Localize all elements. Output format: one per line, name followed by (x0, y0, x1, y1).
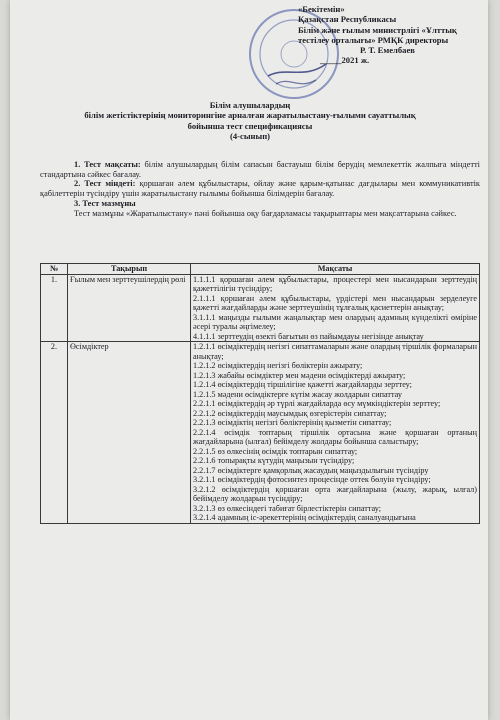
row-number: 1. (41, 274, 68, 342)
approval-date: _____2021 ж. (320, 55, 370, 66)
title-line-1: Білім алушылардың (209, 100, 291, 110)
row-topic: Ғылым мен зерттеушілердің рөлі (68, 274, 191, 342)
row-objectives (191, 274, 480, 342)
objective-item: 1.2.1.2 өсімдіктердің негізгі бөліктерін ажырату; (193, 361, 363, 370)
approval-ministry: Білім және ғылым министрлігі «Ұлттық (298, 24, 457, 35)
objective-item: 3.2.1.3 өз өлкесіндегі табиғат бірлестіктерін сипаттау; (193, 503, 382, 513)
objective-item: 2.1.1.1 қоршаған әлем құбылыстары, үрдістері мен нысандарын зерделеуге қажетті жағдайларды және зерттеушінің тұлғалық қасиеттерін анықтау; (193, 293, 477, 312)
section-3-text: Тест мазмұны «Жаратылыстану» пәні бойынша оқу бағдарламасы тақырыптары мен мақсаттарына сәйкес. (74, 208, 457, 218)
document-body (40, 160, 480, 218)
title-line-2: білім жетістіктерінің мониторингіне арналған жаратылыстану-ғылыми сауаттылық (84, 110, 416, 121)
approval-position: тестілеу орталығы» РМҚК директоры (298, 34, 449, 45)
section-test-content (40, 199, 480, 209)
document-title (40, 100, 460, 142)
row-objectives (191, 342, 480, 524)
section-1-label: 1. Тест мақсаты: (74, 160, 141, 169)
objective-item: 1.2.1.4 өсімдіктердің тіршілігіне қажетті жағдайларды зерттеу; (193, 380, 412, 389)
objective-item: 2.2.1.5 өз өлкесінің өсімдік топтарын сипаттау; (193, 446, 358, 456)
objective-item: 4.1.1.1 зерттеудің өзекті бағытын өз пайымдауы негізінде анықтау (193, 331, 424, 341)
objective-item: 1.2.1.3 жабайы өсімдіктер мен мәдени өсімдіктерді ажырату; (193, 370, 406, 380)
column-header-topic: Тақырып (68, 264, 191, 275)
objective-item: 1.2.1.5 мәдени өсімдіктерге күтім жасау жолдарын сипаттау (193, 389, 402, 399)
column-header-objectives: Мақсаты (191, 264, 480, 275)
approval-country: Қазақстан Республикасы (298, 14, 397, 25)
objective-item: 3.2.1.1 өсімдіктердің фотосинтез процесінде оттек бөлуін түсіндіру; (193, 475, 431, 484)
title-line-3: бойынша тест спецификациясы (187, 120, 313, 131)
section-1-text: білім алушылардың білім сапасын бастауыш білім берудің мемлекеттік жалпыға міндетті стандартына сәйкес бағалау. (40, 160, 480, 179)
objective-item: 2.2.1.1 өсімдіктердің әр түрлі жағдайларда өсу мүмкіндіктерін зерттеу; (193, 399, 441, 408)
objective-item: 1.1.1.1 қоршаған әлем құбылыстары, процестері мен нысандарын зерттеудің қажеттілігін түсіндіру; (193, 274, 477, 293)
table-header-row (41, 264, 480, 275)
section-2-label: 2. Тест міндеті: (74, 179, 136, 189)
section-test-task (40, 179, 480, 198)
objective-item: 3.1.1.1 маңызды ғылыми жаңалықтар мен олардың адамның күнделікті өміріне әсері туралы әңгімелеу; (193, 312, 477, 331)
column-header-number: № (41, 264, 68, 275)
objective-item: 2.2.1.7 өсімдіктерге қамқорлық жасаудың маңыздылығын түсіндіру (193, 465, 429, 475)
row-number: 2. (41, 342, 68, 524)
objective-item: 3.2.1.4 адамның іс-әрекеттерінің өсімдіктердің саналуандығына (193, 513, 416, 522)
section-3-label: 3. Тест мазмұны (74, 198, 136, 208)
approval-heading: «Бекітемін» (298, 4, 345, 14)
objective-item: 2.2.1.6 топырақты күтудің маңызын түсіндіру; (193, 456, 355, 465)
objective-item: 3.2.1.2 өсімдіктердің қоршаған орта жағдайларына (жылу, жарық, ылғал) бейімделу жолдарын түсіндіру; (193, 484, 477, 503)
row-topic: Өсімдіктер (68, 342, 191, 524)
approval-signatory: Р. Т. Емелбаев (360, 45, 415, 56)
document-page (10, 0, 488, 720)
objective-item: 2.2.1.2 өсімдіктердің маусымдық өзгерістерін сипаттау; (193, 408, 387, 418)
section-2-text: қоршаған әлем құбылыстары, ойлау және қарым-қатынас дағдылары мен коммуникативтік қабілеттерін түсіндіру үшін жаратылыстану ғылымы бойынша білімдерін бағалау. (40, 179, 480, 199)
section-test-purpose (40, 160, 480, 179)
objective-item: 2.2.1.3 өсімдіктің негізгі бөліктерінің қызметін сипаттау; (193, 418, 392, 427)
approval-block (298, 4, 488, 66)
objective-item: 1.2.1.1 өсімдіктердің негізгі сипаттамаларын және олардың тіршілік формаларын анықтау; (193, 342, 477, 361)
specification-table (40, 263, 480, 524)
table-row (41, 274, 480, 342)
title-line-4: (4-сынып) (229, 131, 271, 142)
objective-item: 2.2.1.4 өсімдік топтарың тіршілік ортасына және қоршаған ортаның жағдайларына (ылғал) бейімделу жолдары бойынша салыстыру; (193, 427, 477, 446)
table-row (41, 342, 480, 524)
